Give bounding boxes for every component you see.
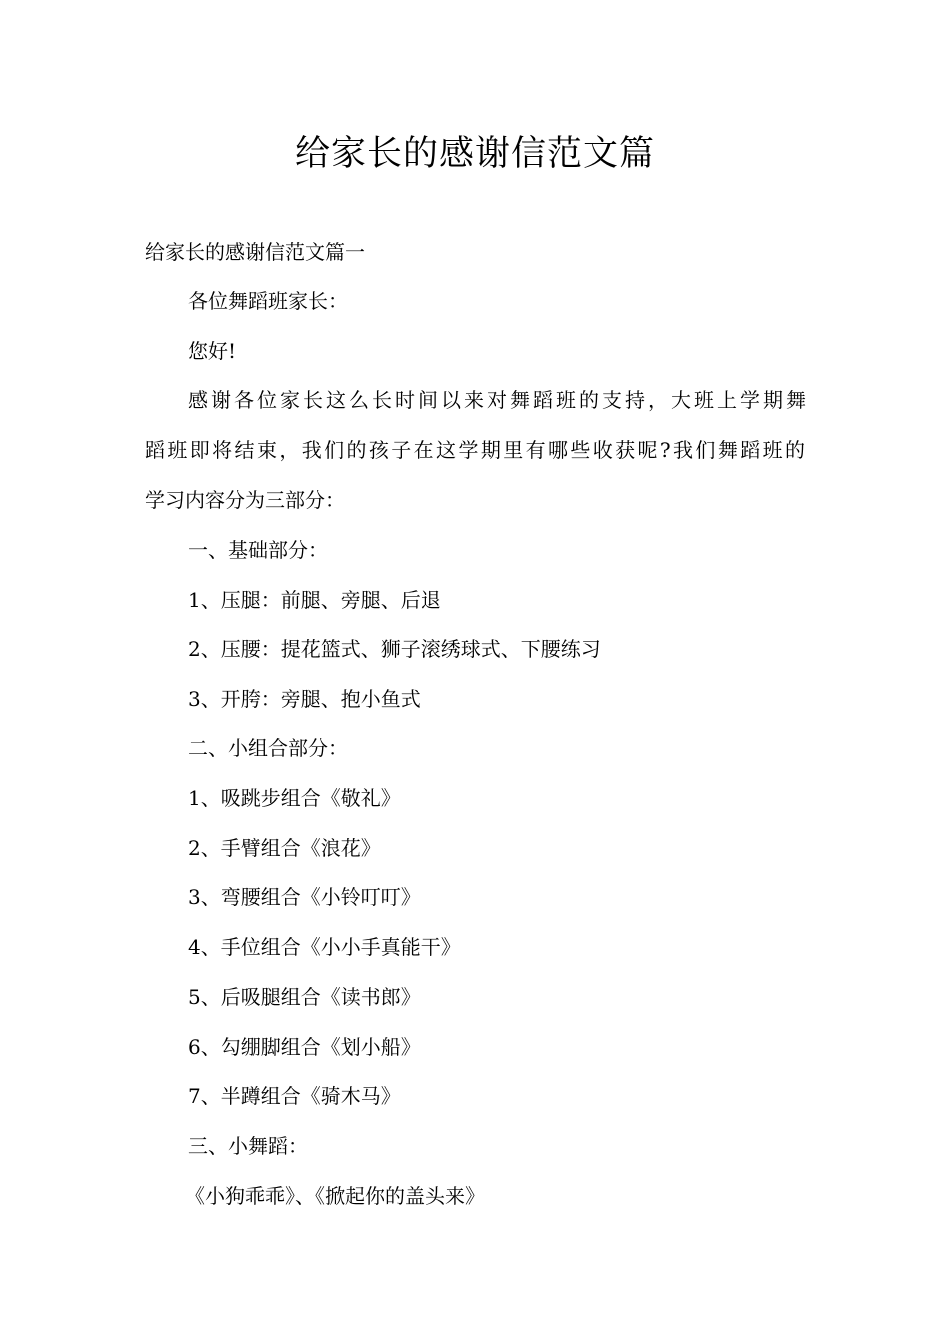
greeting: 您好!: [188, 339, 237, 363]
section-heading-basics: 一、基础部分：: [188, 538, 328, 562]
list-item: 2、手臂组合《浪花》: [188, 836, 381, 860]
section-heading-dances: 三、小舞蹈：: [188, 1134, 308, 1158]
list-item: 1、吸跳步组合《敬礼》: [188, 786, 401, 810]
document-title: 给家长的感谢信范文篇: [294, 134, 655, 174]
list-item: 3、弯腰组合《小铃叮叮》: [188, 885, 421, 909]
section-heading-combinations: 二、小组合部分：: [188, 736, 348, 760]
list-item: 1、压腿：前腿、旁腿、后退: [188, 588, 441, 612]
document-subtitle: 给家长的感谢信范文篇一: [145, 240, 365, 264]
list-item: 4、手位组合《小小手真能干》: [188, 935, 461, 959]
list-item: 2、压腰：提花篮式、狮子滚绣球式、下腰练习: [188, 637, 601, 661]
list-item: 7、半蹲组合《骑木马》: [188, 1084, 401, 1108]
list-item: 3、开胯：旁腿、抱小鱼式: [188, 687, 421, 711]
paragraph-line-3: 学习内容分为三部分：: [145, 488, 345, 512]
paragraph-line-1: 感谢各位家长这么长时间以来对舞蹈班的支持，大班上学期舞: [188, 388, 806, 412]
salutation: 各位舞蹈班家长：: [188, 289, 348, 313]
paragraph-line-2: 蹈班即将结束，我们的孩子在这学期里有哪些收获呢?我们舞蹈班的: [145, 438, 805, 462]
list-item: 5、后吸腿组合《读书郎》: [188, 985, 421, 1009]
list-item: 6、勾绷脚组合《划小船》: [188, 1035, 421, 1059]
list-item: 《小狗乖乖》、《掀起你的盖头来》: [185, 1184, 485, 1208]
